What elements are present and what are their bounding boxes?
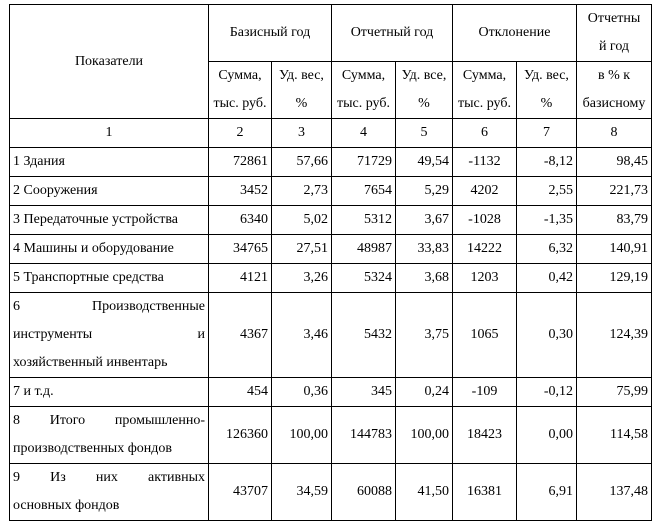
column-number: 1: [10, 119, 209, 148]
row-name: [10, 464, 209, 521]
base-share-cell: 5,02: [272, 206, 332, 235]
row-name-line2: производственных фондов: [13, 441, 173, 456]
dev-sum-cell: 4202: [453, 177, 517, 206]
header-report-year: Отчетный год: [332, 5, 453, 62]
header-pct-base-line2: базисному: [582, 96, 646, 111]
column-number: 4: [332, 119, 396, 148]
pct-cell: 75,99: [577, 378, 652, 407]
header-dev-sum: [453, 62, 517, 119]
header-indicator-text: Показатели: [74, 53, 144, 69]
row-name-line3: хозяйственный инвентарь: [13, 355, 168, 370]
base-sum-cell: 3452: [209, 177, 272, 206]
dev-share-cell: 6,32: [517, 235, 577, 264]
table-row: [10, 464, 652, 521]
dev-sum-cell: 1203: [453, 264, 517, 293]
report-sum-cell: 5312: [332, 206, 396, 235]
pct-cell: 114,58: [577, 407, 652, 464]
base-sum-cell: 72861: [209, 148, 272, 177]
dev-share-cell: 0,30: [517, 293, 577, 378]
pct-cell: 83,79: [577, 206, 652, 235]
base-sum-cell: 4121: [209, 264, 272, 293]
row-name-line1: 6 Производственные: [13, 299, 205, 314]
base-sum-cell: 454: [209, 378, 272, 407]
header-report-sum-line1: Сумма,: [341, 68, 386, 83]
pct-cell: 129,19: [577, 264, 652, 293]
report-sum-cell: 144783: [332, 407, 396, 464]
dev-sum-cell: -1132: [453, 148, 517, 177]
base-share-cell: 27,51: [272, 235, 332, 264]
pct-cell: 124,39: [577, 293, 652, 378]
base-share-cell: 0,36: [272, 378, 332, 407]
report-share-cell: 49,54: [396, 148, 453, 177]
report-share-cell: 100,00: [396, 407, 453, 464]
dev-share-cell: 2,55: [517, 177, 577, 206]
dev-share-cell: -8,12: [517, 148, 577, 177]
table-row: [10, 177, 652, 206]
dev-sum-cell: 16381: [453, 464, 517, 521]
column-number: 8: [577, 119, 652, 148]
table-row: [10, 206, 652, 235]
base-sum-cell: 6340: [209, 206, 272, 235]
pct-cell: 221,73: [577, 177, 652, 206]
base-share-cell: 57,66: [272, 148, 332, 177]
table-row: [10, 235, 652, 264]
report-share-cell: 33,83: [396, 235, 453, 264]
table-row: [10, 378, 652, 407]
header-base-share-line2: %: [295, 96, 308, 111]
header-dev-share-line2: %: [540, 96, 553, 111]
report-share-cell: 3,75: [396, 293, 453, 378]
report-share-cell: 3,68: [396, 264, 453, 293]
table-row: [10, 148, 652, 177]
header-report-sum: [332, 62, 396, 119]
base-share-cell: 34,59: [272, 464, 332, 521]
header-report-share: [396, 62, 453, 119]
report-share-cell: 0,24: [396, 378, 453, 407]
header-report-pct-top: Отчетны: [587, 11, 641, 26]
header-base-share: [272, 62, 332, 119]
header-report-share-line2: %: [418, 96, 430, 111]
base-sum-cell: 34765: [209, 235, 272, 264]
pct-cell: 137,48: [577, 464, 652, 521]
report-share-cell: 5,29: [396, 177, 453, 206]
report-sum-cell: 60088: [332, 464, 396, 521]
row-name: 4 Машины и оборудование: [10, 235, 209, 264]
base-sum-cell: 4367: [209, 293, 272, 378]
base-sum-cell: 126360: [209, 407, 272, 464]
header-dev-share: [517, 62, 577, 119]
header-base-sum-line2: тыс. руб.: [213, 96, 267, 111]
header-dev-share-line1: Уд. вес,: [524, 68, 569, 83]
dev-sum-cell: 14222: [453, 235, 517, 264]
column-number: 2: [209, 119, 272, 148]
dev-sum-cell: -109: [453, 378, 517, 407]
report-share-cell: 3,67: [396, 206, 453, 235]
row-name-line1: 9 Из них активных: [13, 470, 205, 485]
header-base-sum-line1: Сумма,: [218, 68, 262, 83]
row-name: 7 и т.д.: [10, 378, 209, 407]
row-name: [10, 293, 209, 378]
column-number: 5: [396, 119, 453, 148]
report-sum-cell: 7654: [332, 177, 396, 206]
table-row: [10, 264, 652, 293]
report-sum-cell: 5324: [332, 264, 396, 293]
base-sum-cell: 43707: [209, 464, 272, 521]
row-name: 2 Сооружения: [10, 177, 209, 206]
column-number: 7: [517, 119, 577, 148]
header-dev-sum-line2: тыс. руб.: [458, 96, 511, 111]
row-name-line2: инструменты и: [13, 327, 205, 342]
dev-share-cell: 0,42: [517, 264, 577, 293]
header-base-sum: [209, 62, 272, 119]
header-report-sum-line2: тыс. руб.: [337, 96, 390, 111]
dev-share-cell: 6,91: [517, 464, 577, 521]
report-sum-cell: 5432: [332, 293, 396, 378]
dev-sum-cell: 1065: [453, 293, 517, 378]
base-share-cell: 100,00: [272, 407, 332, 464]
pct-cell: 98,45: [577, 148, 652, 177]
report-sum-cell: 71729: [332, 148, 396, 177]
dev-sum-cell: -1028: [453, 206, 517, 235]
table-row: [10, 407, 652, 464]
header-pct-base-line1: в % к: [597, 68, 631, 83]
header-pct-base: [577, 62, 652, 119]
column-number-row: [10, 119, 652, 148]
column-number: 6: [453, 119, 517, 148]
row-name: 5 Транспортные средства: [10, 264, 209, 293]
base-share-cell: 3,26: [272, 264, 332, 293]
header-base-share-line1: Уд. вес,: [279, 68, 324, 83]
report-share-cell: 41,50: [396, 464, 453, 521]
header-report-pct-bottom: й год: [598, 39, 630, 54]
row-name: [10, 407, 209, 464]
report-sum-cell: 345: [332, 378, 396, 407]
pct-cell: 140,91: [577, 235, 652, 264]
dev-share-cell: 0,00: [517, 407, 577, 464]
row-name: 1 Здания: [10, 148, 209, 177]
table-row: [10, 293, 652, 378]
header-report-pct: [577, 5, 652, 62]
report-sum-cell: 48987: [332, 235, 396, 264]
base-share-cell: 2,73: [272, 177, 332, 206]
dev-share-cell: -1,35: [517, 206, 577, 235]
fixed-assets-table: [9, 4, 652, 521]
header-dev-sum-line1: Сумма,: [462, 68, 507, 83]
dev-share-cell: -0,12: [517, 378, 577, 407]
header-deviation: Отклонение: [453, 5, 577, 62]
row-name-line2: основных фондов: [13, 498, 120, 513]
row-name-line1: 8 Итого промышленно-: [13, 413, 205, 428]
header-base-year: Базисный год: [209, 5, 332, 62]
row-name: 3 Передаточные устройства: [10, 206, 209, 235]
header-indicator: [10, 5, 209, 119]
dev-sum-cell: 18423: [453, 407, 517, 464]
column-number: 3: [272, 119, 332, 148]
header-report-share-line1: Уд. все,: [401, 68, 447, 83]
base-share-cell: 3,46: [272, 293, 332, 378]
